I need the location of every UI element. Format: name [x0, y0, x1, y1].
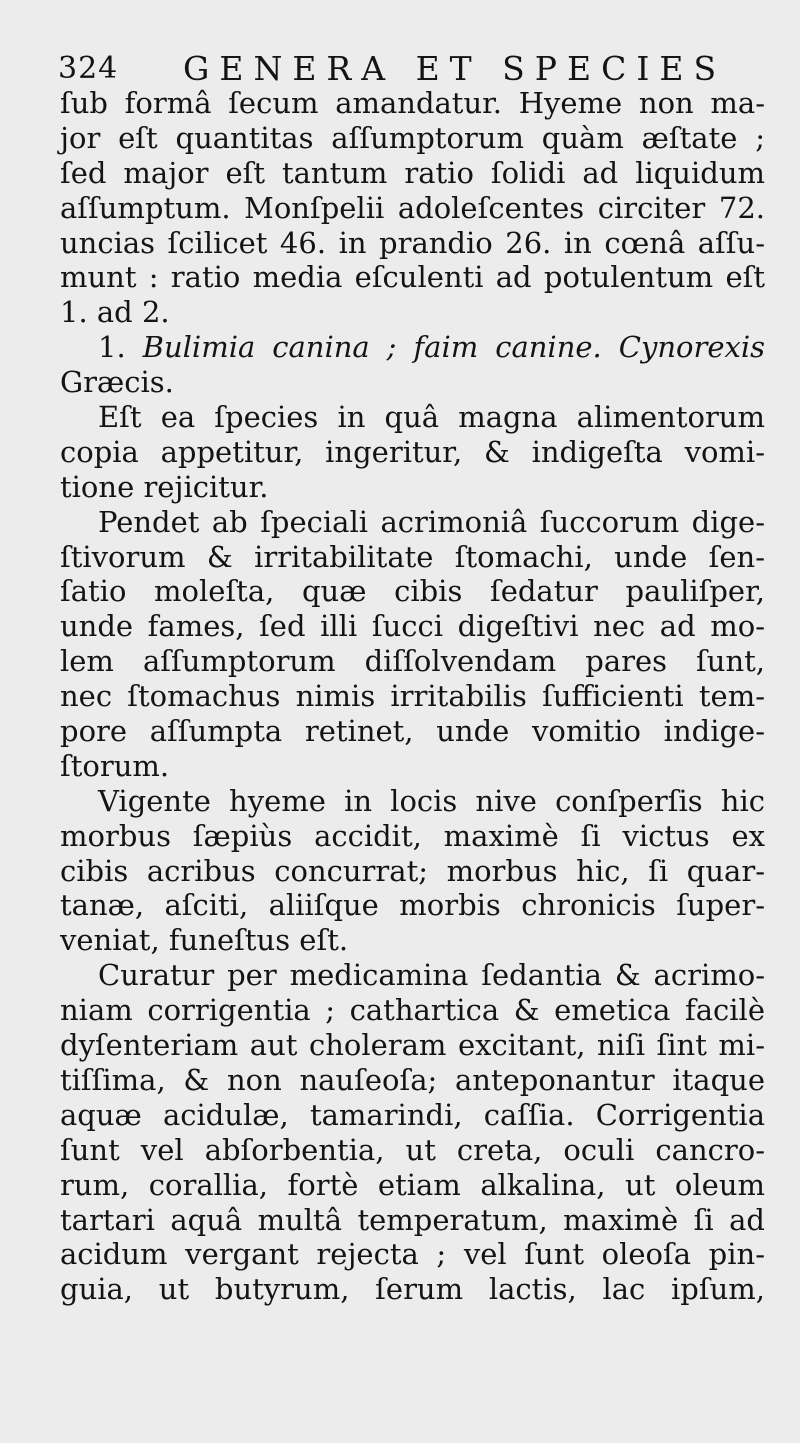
text-line: veniat, funeſtus eſt. [60, 923, 349, 958]
text-line: tartari aquâ multâ temperatum, maximè ſi ad [60, 1202, 765, 1237]
text-line: tanæ, aſciti, aliiſque morbis chronicis ſuper- [60, 888, 765, 923]
text-line: Curatur per medicamina ſedantia & acrimo- [98, 958, 765, 993]
page-number: 324 [58, 51, 119, 86]
text-line: ſatio moleſta, quæ cibis ſedatur pauliſper, [60, 574, 765, 609]
text-line: nec ſtomachus nimis irritabilis ſufficienti tem- [60, 679, 765, 714]
body-text [60, 86, 765, 1307]
text-line: uncias ſcilicet 46. in prandio 26. in cœnâ aſſu- [60, 225, 765, 260]
species-greek-name: Cynorexis [618, 330, 765, 365]
species-latin-name: Bulimia canina ; [142, 330, 397, 365]
text-line: Pendet ab ſpeciali acrimoniâ ſuccorum dige- [98, 504, 765, 539]
text-line: 1. ad 2. [60, 295, 170, 330]
species-number: 1. [98, 330, 126, 365]
text-line: guia, ut butyrum, ſerum lactis, lac ipſum, [60, 1272, 765, 1307]
text-line: acidum vergant rejecta ; vel ſunt oleoſa pin- [60, 1237, 765, 1272]
text-line: morbus ſæpiùs accidit, maximè ſi victus ex [60, 818, 765, 853]
text-line: ſtorum. [60, 748, 170, 783]
species-heading [60, 330, 765, 365]
text-line: dyſenteriam aut choleram excitant, niſi ſint mi- [60, 1028, 765, 1063]
text-line: cibis acribus concurrat; morbus hic, ſi quar- [60, 853, 765, 888]
text-line: ſunt vel abſorbentia, ut creta, oculi cancro- [60, 1132, 765, 1167]
text-line: jor eſt quantitas aſſumptorum quàm æſtate ; [60, 120, 765, 155]
running-head: GENERA ET SPECIES [183, 49, 727, 88]
text-line: lem aſſumptorum diſſolvendam pares ſunt, [60, 644, 765, 679]
text-line: ſtivorum & irritabilitate ſtomachi, unde ſen- [60, 539, 765, 574]
text-line: unde fames, ſed illi ſucci digeſtivi nec ad mo- [60, 609, 765, 644]
text-line: rum, corallia, fortè etiam alkalina, ut oleum [60, 1167, 765, 1202]
text-line: pore aſſumpta retinet, unde vomitio indige- [60, 714, 765, 749]
text-line: munt : ratio media eſculenti ad potulentum eſt [60, 260, 765, 295]
text-line: Græcis. [60, 365, 174, 400]
text-line: tione rejicitur. [60, 469, 269, 504]
species-french-name: faim canine. [413, 330, 602, 365]
text-line: Eſt ea ſpecies in quâ magna alimentorum [98, 400, 765, 435]
text-line: Vigente hyeme in locis nive conſperſis hic [98, 783, 765, 818]
text-line: aſſumptum. Monſpelii adoleſcentes circiter 72. [60, 190, 765, 225]
text-line: ſub formâ ſecum amandatur. Hyeme non ma- [60, 86, 765, 120]
text-line: niam corrigentia ; cathartica & emetica facilè [60, 993, 765, 1028]
text-line: tiſſima, & non nauſeoſa; anteponantur itaque [60, 1062, 765, 1097]
text-line: copia appetitur, ingeritur, & indigeſta vomi- [60, 434, 765, 469]
text-line: aquæ acidulæ, tamarindi, caſſia. Corrigentia [60, 1097, 765, 1132]
text-line: ſed major eſt tantum ratio ſolidi ad liquidum [60, 155, 765, 190]
